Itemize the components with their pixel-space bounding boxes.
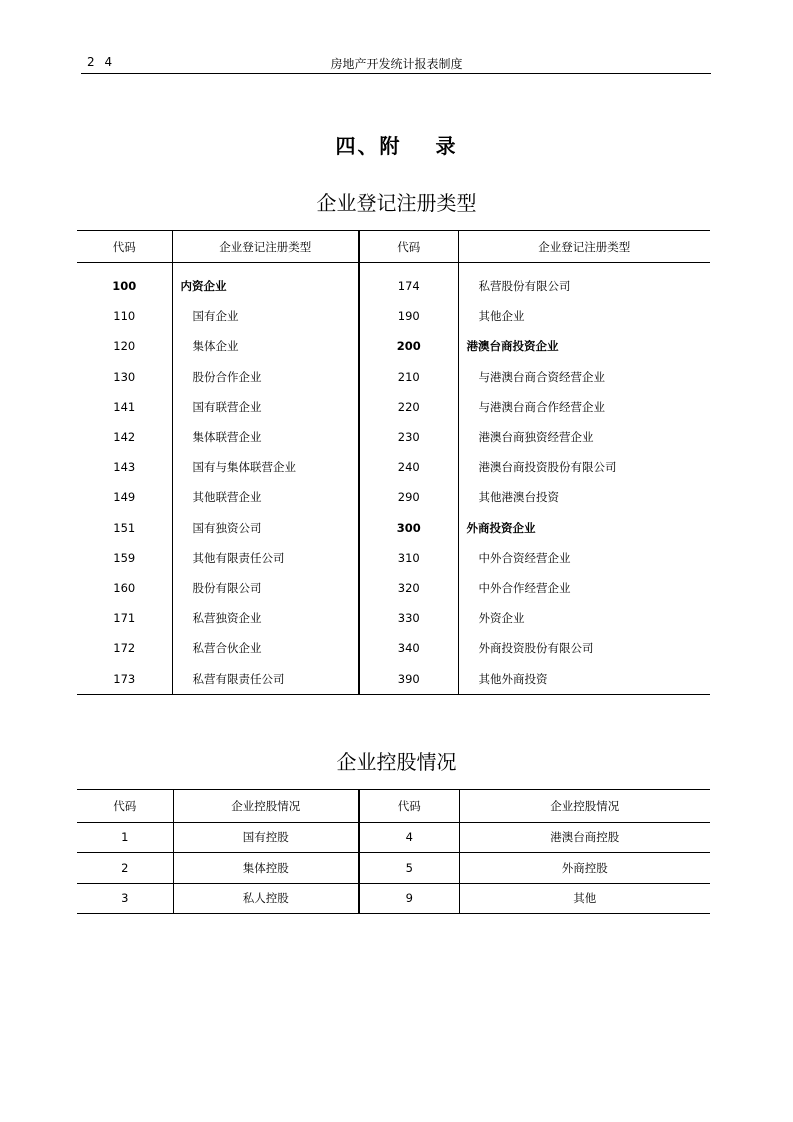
code-cell: 4: [359, 822, 459, 853]
registration-type-table: [77, 230, 710, 695]
table-row: [77, 603, 710, 633]
document-title: 房地产开发统计报表制度: [330, 57, 463, 71]
header-name-left: 企业控股情况: [173, 790, 359, 823]
name-cell: 其他港澳台投资: [478, 490, 559, 505]
header-name-right: 企业控股情况: [550, 798, 620, 813]
name-cell: 港澳台商独资经营企业: [478, 430, 594, 445]
name-cell: 其他有限责任公司: [172, 543, 359, 573]
code-cell: 149: [77, 482, 172, 512]
name-cell: 其他企业: [478, 309, 525, 324]
table-row: [77, 271, 710, 301]
name-cell: 国有独资公司: [172, 513, 359, 543]
name-cell: 其他: [573, 891, 597, 906]
code-cell: 9: [359, 883, 459, 914]
name-cell: 国有与集体联营企业: [172, 452, 359, 482]
table-row: [77, 422, 710, 452]
name-cell: 国有联营企业: [172, 392, 359, 422]
code-cell: 100: [77, 271, 172, 301]
code-cell: 190: [359, 301, 458, 331]
name-cell: 私营有限责任公司: [172, 663, 359, 694]
section-title: [0, 130, 793, 159]
code-cell: 230: [359, 422, 458, 452]
name-cell: 外资企业: [478, 611, 525, 626]
table-row: [77, 573, 710, 603]
code-cell: 142: [77, 422, 172, 452]
table-row: [77, 513, 710, 543]
name-cell: 外商控股: [561, 860, 608, 875]
name-cell: 私营独资企业: [172, 603, 359, 633]
table-row: [77, 331, 710, 361]
table-row: [77, 392, 710, 422]
name-cell: 与港澳台商合资经营企业: [478, 369, 605, 384]
name-cell: 私营合伙企业: [172, 633, 359, 663]
table-row: [77, 301, 710, 331]
code-cell: 300: [359, 513, 458, 543]
table-row: [77, 883, 710, 914]
name-cell: 股份合作企业: [172, 362, 359, 392]
name-cell: 国有企业: [172, 301, 359, 331]
table-row: [77, 362, 710, 392]
name-cell: 与港澳台商合作经营企业: [478, 399, 605, 414]
name-cell: 港澳台商投资股份有限公司: [478, 460, 617, 475]
code-cell: 160: [77, 573, 172, 603]
code-cell: 120: [77, 331, 172, 361]
code-cell: 310: [359, 543, 458, 573]
code-cell: 240: [359, 452, 458, 482]
name-cell: 私营股份有限公司: [478, 279, 571, 294]
table-header-row: [77, 790, 710, 823]
spacer-row: [77, 263, 710, 272]
header-code-right: 代码: [359, 790, 459, 823]
holding-status-table: [77, 789, 710, 914]
name-cell: 中外合资经营企业: [478, 550, 571, 565]
header-name-left: 企业登记注册类型: [172, 231, 359, 263]
header-code-left: 代码: [77, 790, 173, 823]
name-cell: 内资企业: [172, 271, 359, 301]
name-cell: 港澳台商控股: [550, 830, 620, 845]
name-cell: 集体企业: [172, 331, 359, 361]
table-row: [77, 543, 710, 573]
code-cell: 210: [359, 362, 458, 392]
code-cell: 340: [359, 633, 458, 663]
code-cell: 173: [77, 663, 172, 694]
section-title-part1: 四、附: [335, 134, 402, 158]
registration-table-title: 企业登记注册类型: [316, 191, 477, 215]
code-cell: 200: [359, 331, 458, 361]
holding-table-title: 企业控股情况: [336, 750, 457, 774]
code-cell: 159: [77, 543, 172, 573]
code-cell: 5: [359, 853, 459, 884]
table-row: [77, 853, 710, 884]
code-cell: 151: [77, 513, 172, 543]
table-row: [77, 482, 710, 512]
code-cell: 110: [77, 301, 172, 331]
name-cell: 其他联营企业: [172, 482, 359, 512]
code-cell: 130: [77, 362, 172, 392]
header-divider: [81, 73, 711, 74]
table-row: [77, 822, 710, 853]
table-row: [77, 663, 710, 694]
header-code-left: 代码: [77, 231, 172, 263]
name-cell: 国有控股: [173, 822, 359, 853]
name-cell: 外商投资企业: [466, 520, 536, 535]
code-cell: 2: [77, 853, 173, 884]
name-cell: 中外合作经营企业: [478, 580, 571, 595]
code-cell: 3: [77, 883, 173, 914]
header-name-right: 企业登记注册类型: [538, 239, 631, 254]
code-cell: 143: [77, 452, 172, 482]
code-cell: 220: [359, 392, 458, 422]
code-cell: 141: [77, 392, 172, 422]
code-cell: 1: [77, 822, 173, 853]
page-number: 2 4: [87, 55, 116, 69]
code-cell: 171: [77, 603, 172, 633]
name-cell: 集体联营企业: [172, 422, 359, 452]
table-row: [77, 633, 710, 663]
table-row: [77, 452, 710, 482]
header-code-right: 代码: [359, 231, 458, 263]
name-cell: 港澳台商投资企业: [466, 339, 559, 354]
code-cell: 330: [359, 603, 458, 633]
name-cell: 其他外商投资: [478, 671, 548, 686]
code-cell: 290: [359, 482, 458, 512]
table-header-row: [77, 231, 710, 263]
name-cell: 集体控股: [173, 853, 359, 884]
name-cell: 私人控股: [173, 883, 359, 914]
section-title-part2: 录: [435, 134, 458, 158]
code-cell: 320: [359, 573, 458, 603]
code-cell: 174: [359, 271, 458, 301]
code-cell: 390: [359, 663, 458, 694]
name-cell: 外商投资股份有限公司: [478, 641, 594, 656]
name-cell: 股份有限公司: [172, 573, 359, 603]
code-cell: 172: [77, 633, 172, 663]
